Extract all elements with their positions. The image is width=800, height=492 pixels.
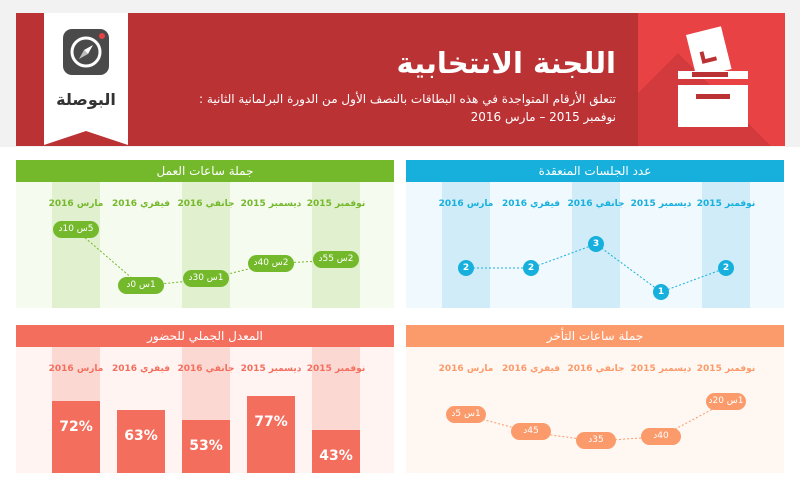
- attendance-chart: [16, 347, 394, 473]
- attendance-bar: [312, 430, 360, 473]
- data-label-pill: 2س 40د: [248, 255, 294, 272]
- ballot-box-icon: [638, 13, 785, 146]
- month-label: جانفي 2016: [177, 199, 235, 209]
- work-hours-panel: [16, 160, 394, 308]
- series-segment: [661, 268, 726, 292]
- data-label-pill: 2س 55د: [313, 251, 359, 268]
- page-title: اللجنة الانتخابية: [396, 46, 616, 80]
- series-segment: [596, 244, 661, 292]
- month-label: نوفمبر 2015: [696, 364, 756, 374]
- month-label: جانفي 2016: [177, 364, 235, 374]
- data-point: 1: [653, 284, 669, 300]
- ballot-box-panel: [638, 13, 785, 146]
- bar-value-label: 77%: [254, 414, 288, 430]
- data-label-pill: 1س 5د: [446, 406, 486, 423]
- work-hours-title: جملة ساعات العمل: [16, 160, 394, 182]
- bar-value-label: 53%: [189, 438, 223, 454]
- month-label: جانفي 2016: [567, 199, 625, 209]
- month-label: ديسمبر 2015: [240, 364, 302, 374]
- month-label: مارس 2016: [48, 199, 104, 209]
- bar-value-label: 43%: [319, 448, 353, 464]
- compass-logo-icon: [62, 28, 110, 76]
- bar-value-label: 72%: [59, 419, 93, 435]
- data-label-pill: 5س 10د: [53, 221, 99, 238]
- month-label: ديسمبر 2015: [630, 364, 692, 374]
- month-label: فيفري 2016: [111, 364, 171, 374]
- month-label: مارس 2016: [438, 199, 494, 209]
- month-label: نوفمبر 2015: [306, 364, 366, 374]
- logo-text: البوصلة: [56, 90, 116, 109]
- data-label-pill: 1س 30د: [183, 270, 229, 287]
- attendance-bar: [247, 396, 295, 473]
- month-label: مارس 2016: [438, 364, 494, 374]
- bar-value-label: 63%: [124, 428, 158, 444]
- attendance-title: المعدل الجملي للحضور: [16, 325, 394, 347]
- data-label-pill: 1س 0د: [118, 277, 164, 294]
- sessions-title: عدد الجلسات المنعقدة: [406, 160, 784, 182]
- delay-hours-panel: [406, 325, 784, 473]
- page-period: نوفمبر 2015 – مارس 2016: [470, 110, 616, 124]
- month-label: فيفري 2016: [501, 364, 561, 374]
- month-label: نوفمبر 2015: [306, 199, 366, 209]
- month-label: جانفي 2016: [567, 364, 625, 374]
- page-subtitle: تتعلق الأرقام المتواجدة في هذه البطاقات بالنصف الأول من الدورة البرلمانية الثانية :: [199, 92, 616, 106]
- attendance-bar: [52, 401, 100, 473]
- work-hours-chart: [16, 182, 394, 308]
- attendance-bar: [117, 410, 165, 473]
- data-label-pill: 1س 20د: [706, 393, 746, 410]
- month-label: ديسمبر 2015: [630, 199, 692, 209]
- data-label-pill: 35د: [576, 432, 616, 449]
- month-label: مارس 2016: [48, 364, 104, 374]
- attendance-bar: [182, 420, 230, 473]
- data-label-pill: 45د: [511, 423, 551, 440]
- month-label: فيفري 2016: [111, 199, 171, 209]
- month-label: ديسمبر 2015: [240, 199, 302, 209]
- data-point: 2: [523, 260, 539, 276]
- delay-hours-title: جملة ساعات التأخر: [406, 325, 784, 347]
- series-segment: [531, 244, 596, 268]
- data-label-pill: 40د: [641, 428, 681, 445]
- month-label: نوفمبر 2015: [696, 199, 756, 209]
- header: [0, 0, 800, 147]
- sessions-panel: [406, 160, 784, 308]
- month-label: فيفري 2016: [501, 199, 561, 209]
- data-point: 2: [718, 260, 734, 276]
- series-connector: [16, 182, 394, 308]
- delay-hours-chart: [406, 347, 784, 473]
- sessions-chart: [406, 182, 784, 308]
- data-point: 2: [458, 260, 474, 276]
- attendance-panel: [16, 325, 394, 473]
- data-point: 3: [588, 236, 604, 252]
